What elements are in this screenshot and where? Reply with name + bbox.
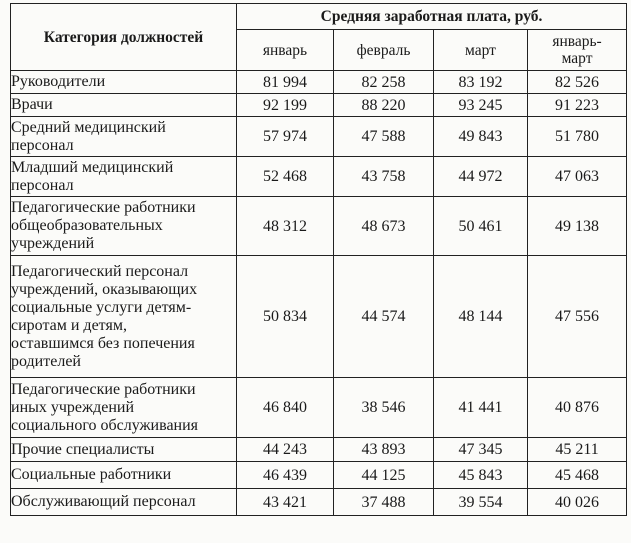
value-cell: 47 556 bbox=[528, 256, 627, 378]
category-cell: Средний медицинский персонал bbox=[11, 117, 237, 157]
value-cell: 83 192 bbox=[434, 71, 528, 94]
month-header: январь- март bbox=[528, 30, 627, 71]
category-cell: Педагогические работники общеобразовательных учреждений bbox=[11, 197, 237, 256]
table-row bbox=[11, 157, 627, 197]
value-cell: 47 588 bbox=[334, 117, 434, 157]
value-cell: 38 546 bbox=[334, 378, 434, 438]
month-header: январь bbox=[237, 30, 334, 71]
salary-group-header: Средняя заработная плата, руб. bbox=[237, 4, 627, 30]
table-row bbox=[11, 489, 627, 516]
table-row bbox=[11, 197, 627, 256]
value-cell: 92 199 bbox=[237, 94, 334, 117]
value-cell: 48 312 bbox=[237, 197, 334, 256]
value-cell: 46 439 bbox=[237, 462, 334, 489]
value-cell: 50 461 bbox=[434, 197, 528, 256]
category-cell: Педагогические работники иных учреждений социального обслуживания bbox=[11, 378, 237, 438]
category-cell: Обслуживающий персонал bbox=[11, 489, 237, 516]
value-cell: 45 843 bbox=[434, 462, 528, 489]
value-cell: 44 972 bbox=[434, 157, 528, 197]
value-cell: 45 211 bbox=[528, 438, 627, 462]
category-cell: Руководители bbox=[11, 71, 237, 94]
value-cell: 82 258 bbox=[334, 71, 434, 94]
value-cell: 47 345 bbox=[434, 438, 528, 462]
salary-table bbox=[10, 3, 627, 516]
value-cell: 81 994 bbox=[237, 71, 334, 94]
month-header: март bbox=[434, 30, 528, 71]
table-row bbox=[11, 378, 627, 438]
table-row bbox=[11, 94, 627, 117]
value-cell: 43 893 bbox=[334, 438, 434, 462]
category-cell: Педагогический персонал учреждений, оказывающих социальные услуги детям- сиротам и детям, оставшимся без попечения родителей bbox=[11, 256, 237, 378]
value-cell: 46 840 bbox=[237, 378, 334, 438]
value-cell: 43 758 bbox=[334, 157, 434, 197]
value-cell: 40 026 bbox=[528, 489, 627, 516]
value-cell: 45 468 bbox=[528, 462, 627, 489]
table-row bbox=[11, 117, 627, 157]
value-cell: 49 843 bbox=[434, 117, 528, 157]
month-header: февраль bbox=[334, 30, 434, 71]
value-cell: 39 554 bbox=[434, 489, 528, 516]
table-row bbox=[11, 71, 627, 94]
value-cell: 47 063 bbox=[528, 157, 627, 197]
value-cell: 50 834 bbox=[237, 256, 334, 378]
value-cell: 91 223 bbox=[528, 94, 627, 117]
value-cell: 88 220 bbox=[334, 94, 434, 117]
value-cell: 51 780 bbox=[528, 117, 627, 157]
value-cell: 82 526 bbox=[528, 71, 627, 94]
value-cell: 41 441 bbox=[434, 378, 528, 438]
value-cell: 57 974 bbox=[237, 117, 334, 157]
category-cell: Младший медицинский персонал bbox=[11, 157, 237, 197]
category-cell: Прочие специалисты bbox=[11, 438, 237, 462]
value-cell: 40 876 bbox=[528, 378, 627, 438]
value-cell: 52 468 bbox=[237, 157, 334, 197]
category-cell: Социальные работники bbox=[11, 462, 237, 489]
value-cell: 44 574 bbox=[334, 256, 434, 378]
table-row bbox=[11, 462, 627, 489]
value-cell: 49 138 bbox=[528, 197, 627, 256]
category-column-header: Категория должностей bbox=[11, 4, 237, 71]
table-row bbox=[11, 438, 627, 462]
value-cell: 93 245 bbox=[434, 94, 528, 117]
value-cell: 48 673 bbox=[334, 197, 434, 256]
table-row bbox=[11, 256, 627, 378]
header-row-group bbox=[11, 4, 627, 30]
value-cell: 43 421 bbox=[237, 489, 334, 516]
value-cell: 37 488 bbox=[334, 489, 434, 516]
value-cell: 44 243 bbox=[237, 438, 334, 462]
value-cell: 48 144 bbox=[434, 256, 528, 378]
value-cell: 44 125 bbox=[334, 462, 434, 489]
category-cell: Врачи bbox=[11, 94, 237, 117]
